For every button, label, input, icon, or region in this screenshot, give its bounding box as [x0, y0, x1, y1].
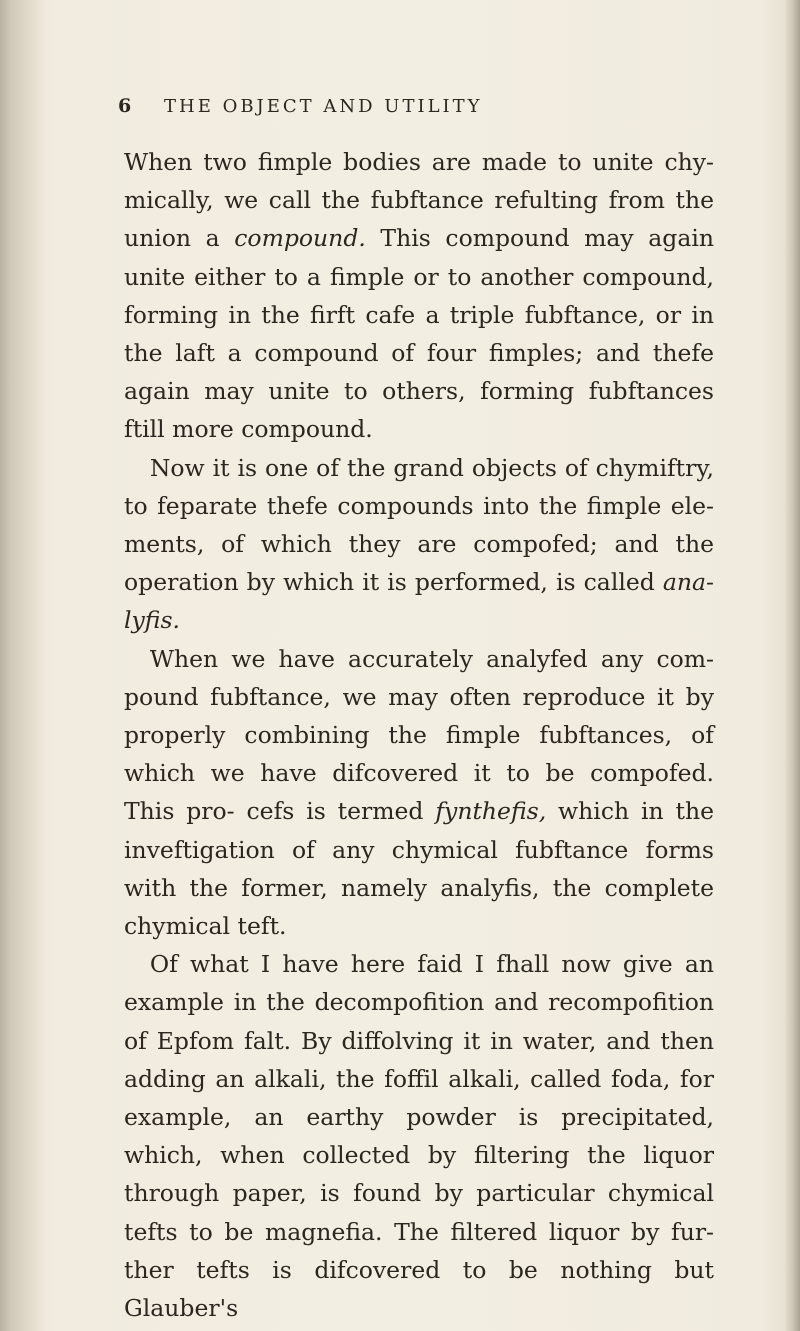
page-gutter-left: [0, 0, 44, 1331]
text-run: Of what I have here faid I fhall now give an example in the decompofition and recompofition of Epfom falt. By diffolving it in water, and then adding an alkali, the foffil alkali, called foda, for example, an earthy powder is precipitated, which, when collected by filtering the liquor through paper, is found by particular chymical tefts to be magnefia. The filtered liquor by fur- ther tefts is difcovered to be nothing but Glauber's: [124, 950, 714, 1323]
italic-term: compound.: [234, 224, 366, 253]
paragraph: [124, 449, 714, 640]
paragraph: [124, 945, 714, 1327]
italic-term: ana- lyfis.: [124, 568, 714, 635]
running-head: THE OBJECT AND UTILITY: [164, 95, 483, 117]
text-run: which in the inveftigation of any chymical fubftance forms with the former, namely analyfis, the complete chymical teft.: [124, 797, 714, 941]
page-number: 6: [118, 95, 132, 117]
paragraph: [124, 640, 714, 946]
text-run: This compound may again unite either to a fimple or to another compound, forming in the firft cafe a triple fubftance, or in the laft a compound of four fimples; and thefe again may unite to others, forming fubftances ftill more compound.: [124, 224, 714, 444]
text-run: When two fimple bodies are made to unite chy- mically, we call the fubftance refulting from the union a: [124, 148, 714, 253]
body-text: [124, 143, 714, 1327]
page-edge-right: [784, 0, 800, 1331]
paragraph: [124, 143, 714, 449]
text-run: When we have accurately analyfed any com- pound fubftance, we may often reproduce it by properly combining the fimple fubftances, of which we have difcovered it to be compofed. This pro- cefs is termed: [124, 644, 714, 826]
page-header: [118, 92, 678, 120]
italic-term: fynthefis,: [435, 797, 547, 826]
text-run: Now it is one of the grand objects of chymiftry, to feparate thefe compounds into the fimple ele- ments, of which they are compofed; and the operation by which it is performed, is called: [124, 453, 714, 597]
